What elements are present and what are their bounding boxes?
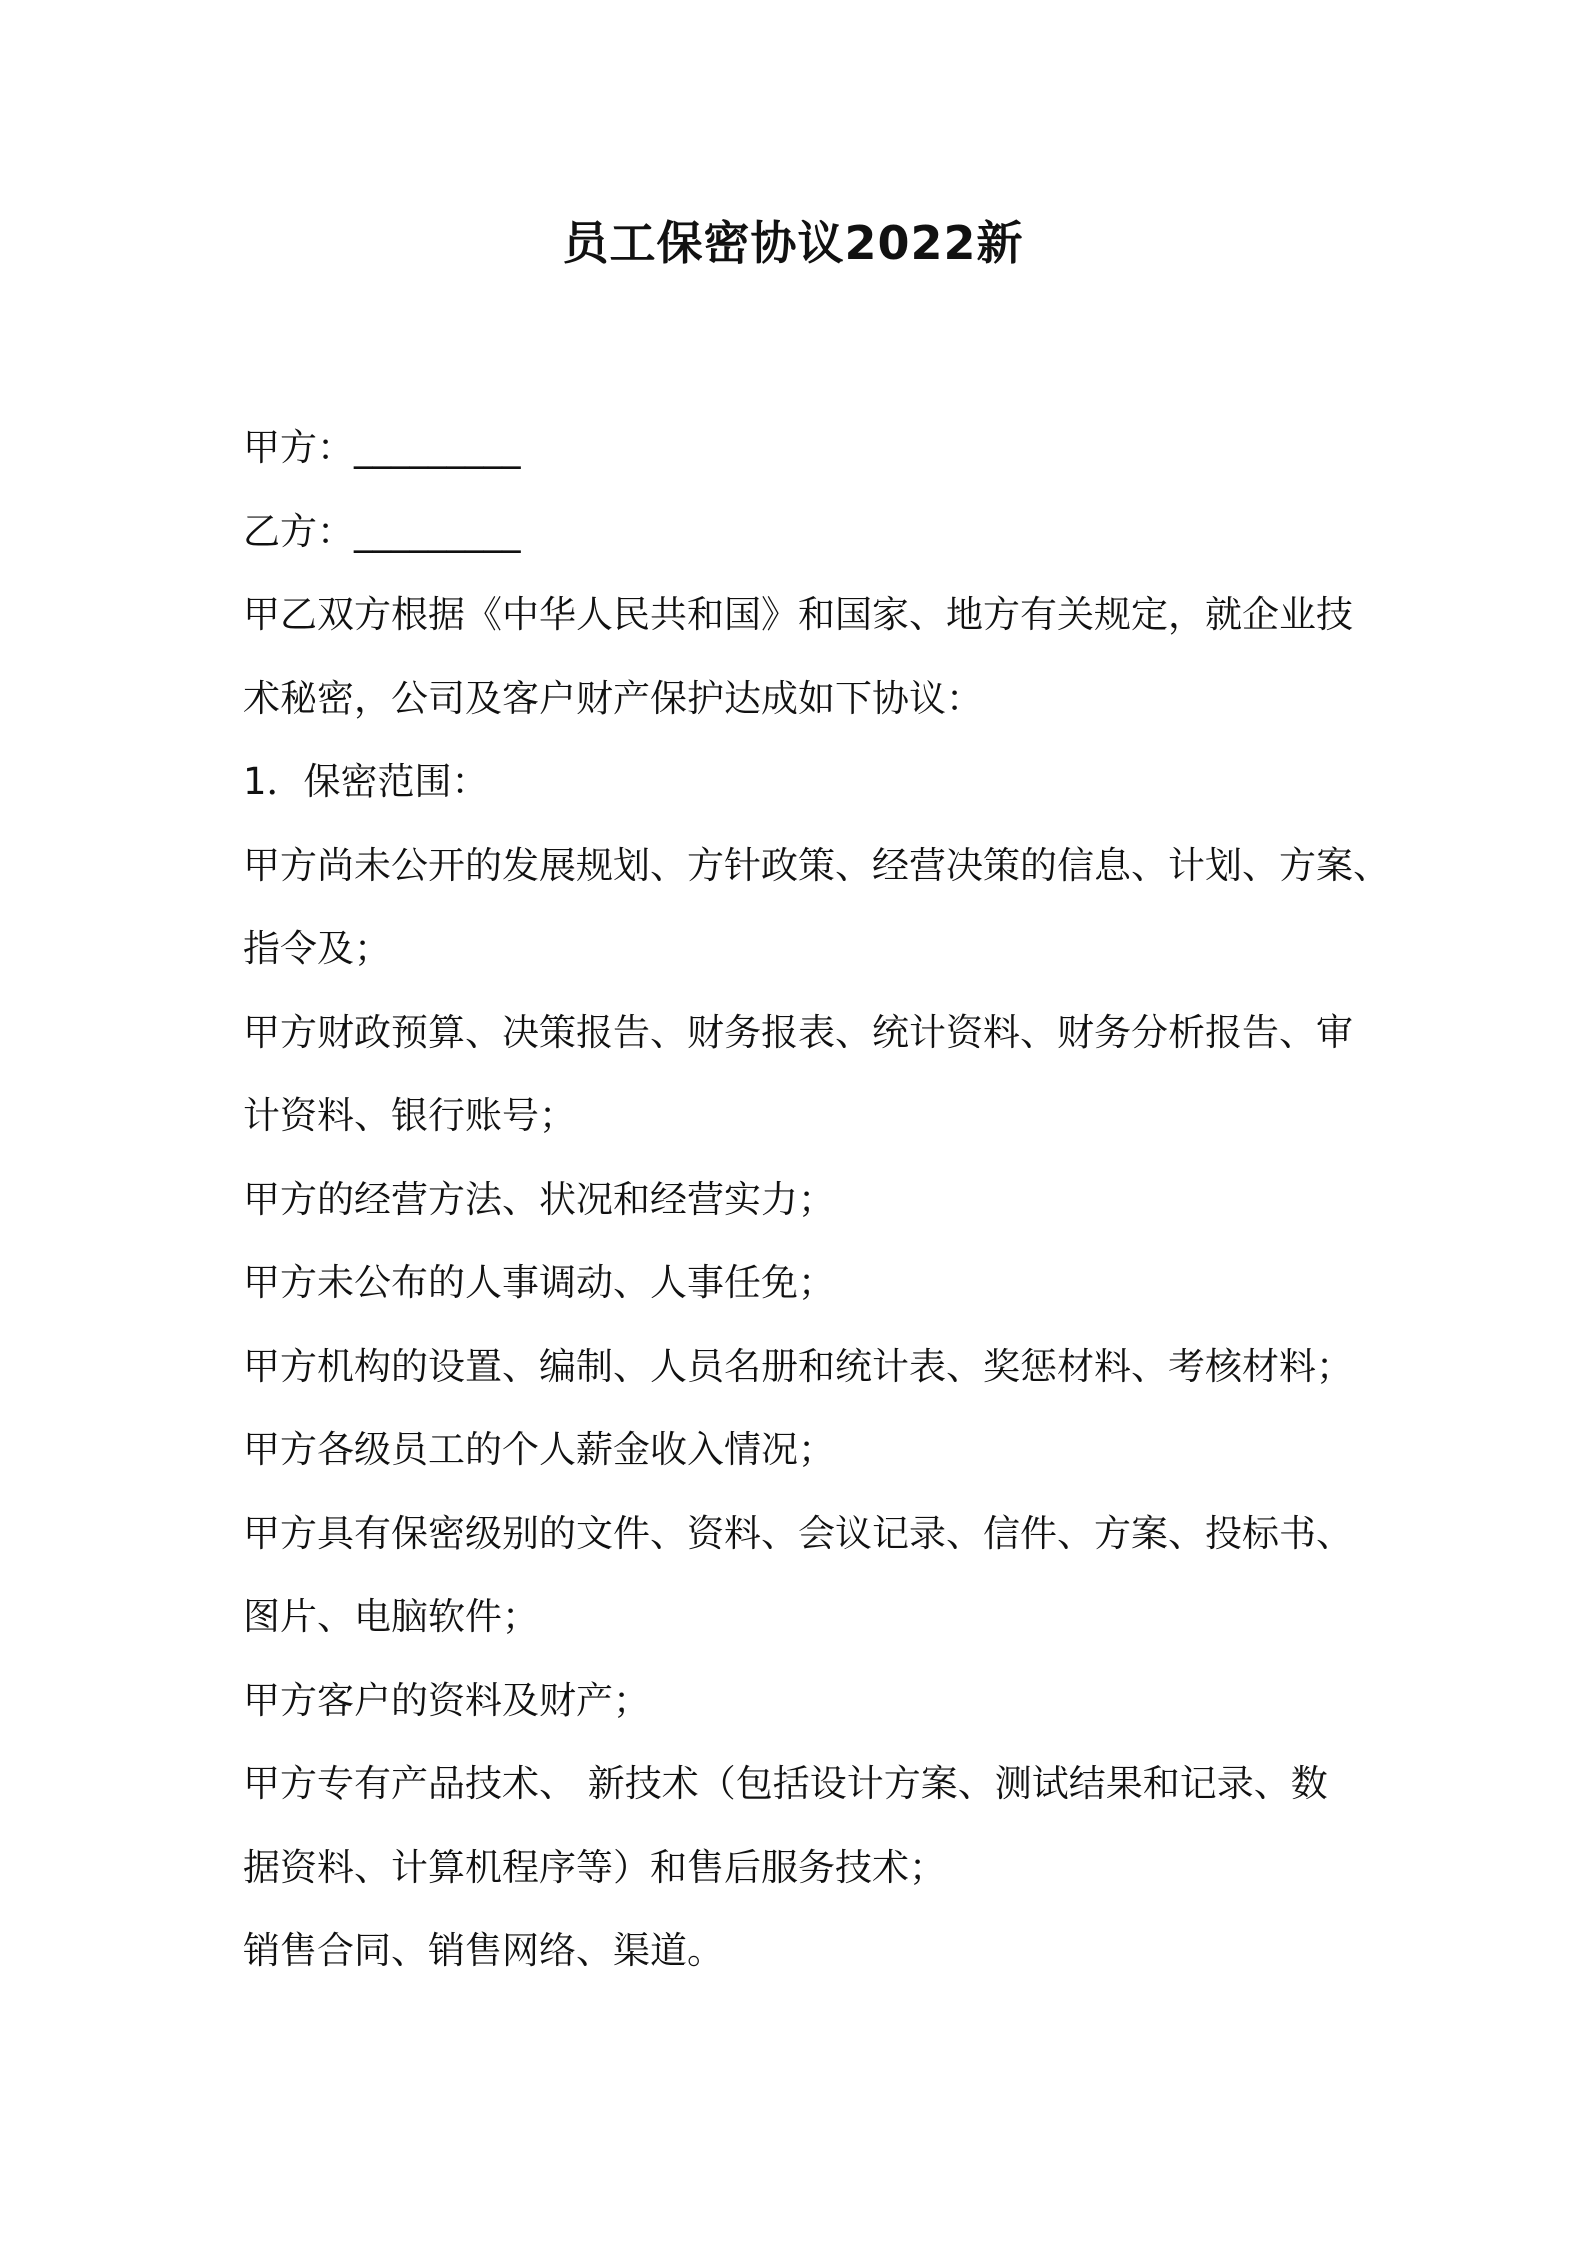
scope-item-line: 甲方的经营方法、状况和经营实力；	[243, 1177, 835, 1221]
document-body	[243, 406, 1390, 1993]
scope-item-line: 甲方机构的设置、编制、人员名册和统计表、奖惩材料、考核材料；	[243, 1344, 1353, 1388]
scope-item-line: 据资料、计算机程序等）和售后服务技术；	[243, 1845, 946, 1889]
scope-item-line: 甲方财政预算、决策报告、财务报表、统计资料、财务分析报告、审	[243, 1010, 1353, 1054]
scope-item-line: 甲方客户的资料及财产；	[243, 1678, 650, 1722]
section-heading: 1．保密范围：	[243, 760, 489, 803]
party-b-line: 乙方：_________	[243, 509, 521, 553]
scope-item-line: 图片、电脑软件；	[243, 1595, 539, 1638]
scope-item-line: 甲方具有保密级别的文件、资料、会议记录、信件、方案、投标书、	[243, 1511, 1353, 1555]
scope-item-line: 甲方尚未公开的发展规划、方针政策、经营决策的信息、计划、方案、	[243, 843, 1390, 887]
scope-item-line: 指令及；	[243, 927, 391, 970]
scope-item-line: 销售合同、销售网络、渠道。	[243, 1929, 724, 1972]
scope-item-line: 甲方专有产品技术、 新技术（包括设计方案、测试结果和记录、数	[243, 1762, 1328, 1805]
scope-item-line: 甲方未公布的人事调动、人事任免；	[243, 1261, 835, 1304]
document-title: 员工保密协议2022新	[562, 216, 1024, 270]
preamble-line: 甲乙双方根据《中华人民共和国》和国家、地方有关规定，就企业技	[243, 593, 1353, 636]
party-a-line: 甲方：_________	[243, 426, 521, 469]
preamble-line: 术秘密，公司及客户财产保护达成如下协议：	[243, 676, 983, 720]
scope-item-line: 计资料、银行账号；	[243, 1094, 576, 1137]
scope-item-line: 甲方各级员工的个人薪金收入情况；	[243, 1428, 835, 1471]
